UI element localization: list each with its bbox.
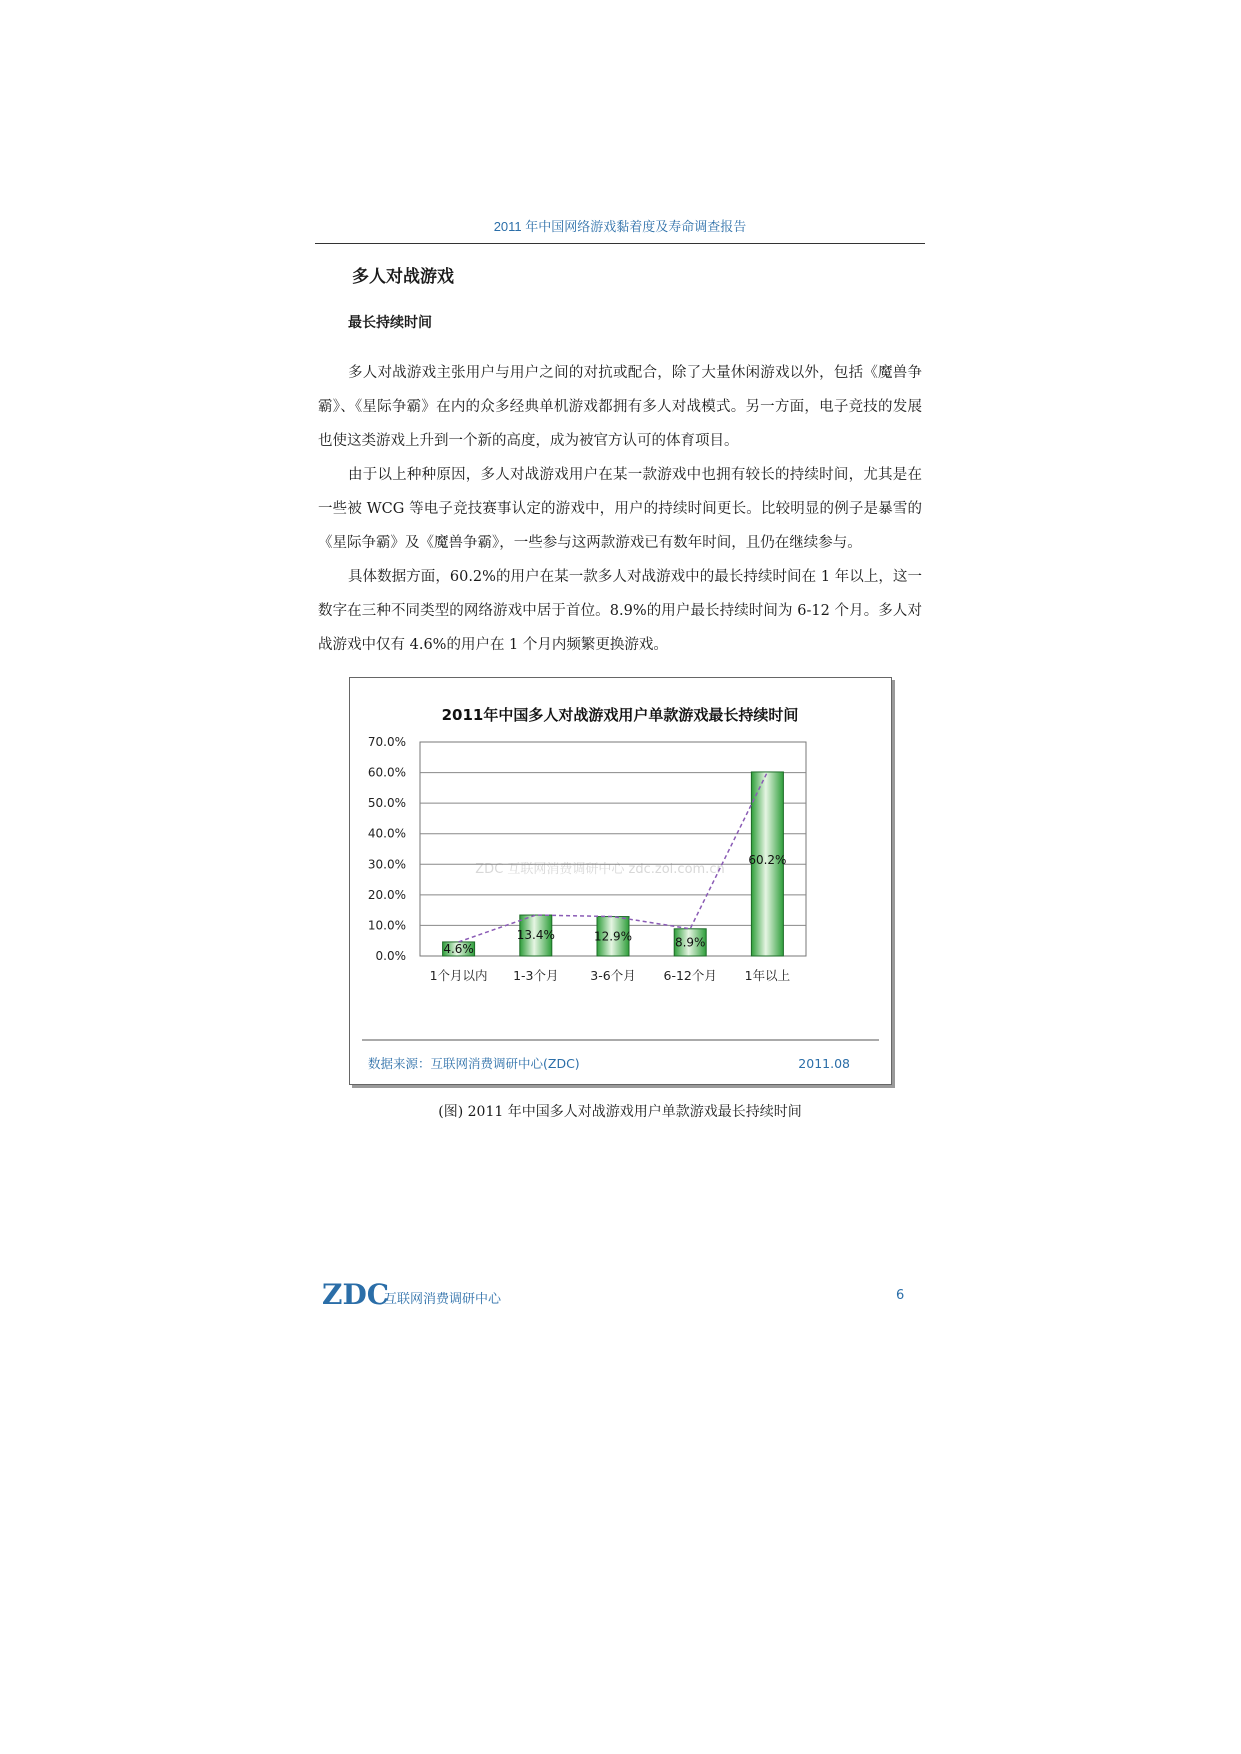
x-tick-label: 1个月以内 (429, 968, 488, 983)
y-tick-label: 50.0% (367, 796, 406, 811)
x-tick-label: 1年以上 (744, 968, 791, 983)
figure-caption: (图) 2011 年中国多人对战游戏用户单款游戏最长持续时间 (438, 1104, 802, 1120)
zdc-logo (322, 1278, 390, 1314)
zdc-logo-text: ZDC (322, 1278, 390, 1311)
data-label: 12.9% (593, 929, 633, 944)
x-tick-label: 3-6个月 (590, 968, 636, 983)
paragraph-1: 多人对战游戏主张用户与用户之间的对抗或配合，除了大量休闲游戏以外，包括《魔兽争霸》、《星际争霸》在内的众多经典单机游戏都拥有多人对战模式。另一方面，电子竞技的发展也使这类游戏上升到一个新的高度，成为被官方认可的体育项目。 (318, 365, 922, 449)
chart-watermark: ZDC 互联网消费调研中心 zdc.zol.com.cn (475, 862, 725, 877)
y-tick-label: 10.0% (367, 918, 406, 933)
report-header-title: 2011 年中国网络游戏黏着度及寿命调查报告 (493, 219, 747, 234)
paragraph-2: 由于以上种种原因，多人对战游戏用户在某一款游戏中也拥有较长的持续时间，尤其是在一些被 WCG 等电子竞技赛事认定的游戏中，用户的持续时间更长。比较明显的例子是暴雪的《星际争霸》及《魔兽争霸》，一些参与这两款游戏已有数年时间，且仍在继续参与。 (318, 467, 922, 551)
y-tick-label: 70.0% (367, 735, 406, 749)
chart-date: 2011.08 (798, 1056, 850, 1071)
y-tick-label: 60.0% (367, 765, 406, 780)
y-tick-label: 40.0% (367, 826, 406, 841)
y-tick-label: 20.0% (367, 887, 406, 902)
data-label: 13.4% (516, 928, 555, 943)
chart-title: 2011年中国多人对战游戏用户单款游戏最长持续时间 (441, 706, 799, 724)
x-tick-label: 1-3个月 (513, 968, 559, 983)
paragraph-3: 具体数据方面，60.2%的用户在某一款多人对战游戏中的最长持续时间在 1 年以上，这一数字在三种不同类型的网络游戏中居于首位。8.9%的用户最长持续时间为 6-12 个月。多人对战游戏中仅有 4.6%的用户在 1 个月内频繁更换游戏。 (318, 569, 922, 653)
bar-chart (350, 678, 891, 1084)
section-title: 多人对战游戏 (352, 267, 454, 287)
data-label: 4.6% (443, 941, 474, 956)
data-label: 8.9% (674, 935, 706, 950)
chart-frame (349, 677, 892, 1085)
data-label: 60.2% (748, 852, 787, 867)
subsection-title: 最长持续时间 (348, 315, 432, 331)
chart-source: 数据来源：互联网消费调研中心(ZDC) (368, 1056, 580, 1071)
y-tick-label: 0.0% (375, 949, 406, 963)
page-number: 6 (896, 1288, 905, 1303)
y-tick-label: 30.0% (367, 857, 406, 872)
chart-plot-area (368, 735, 806, 983)
x-tick-label: 6-12个月 (663, 968, 717, 983)
header-divider (315, 243, 925, 244)
footer-org-name: 互联网消费调研中心 (384, 1292, 502, 1307)
